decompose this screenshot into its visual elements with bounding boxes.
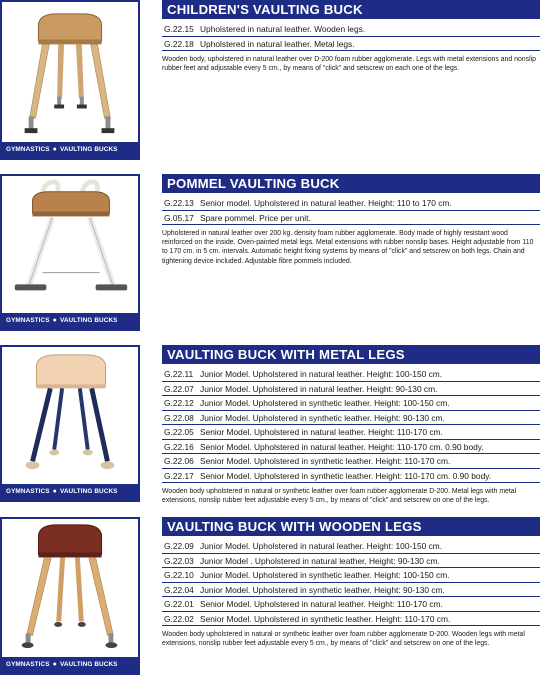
product-item-list [162,367,540,483]
item-code: G.22.13 [164,198,194,208]
product-description: Wooden body, upholstered in natural leather over D-200 foam rubber agglomerate. Legs with metal extensions and nonslip rubber feet and adjustable every 5 cm., by means of "click" and setscrew on each one of the legs. [162,56,536,73]
product-content [162,0,540,73]
product-photo-panel [0,345,140,502]
item-code: G.22.02 [164,613,194,624]
item-code: G.22.10 [164,570,194,580]
product-item-row [162,454,540,469]
product-content [162,174,540,266]
childrens-vaulting-buck-photo [2,2,138,142]
product-item-row [162,568,540,583]
item-description: Senior Model. Upholstered in synthetic leather. Height: 110-170 cm. 0.90 body. [200,470,492,481]
product-item-row [162,539,540,554]
product-title: CHILDREN'S VAULTING BUCK [162,0,540,19]
item-code: G.22.07 [164,383,194,394]
product-item-row [162,37,540,52]
caption-category: GYMNASTICS [6,488,50,495]
product-description: Wooden body upholstered in natural or synthetic leather over foam rubber agglomerate D-200. Wooden legs with metal extensions, nonslip rubber feet adjustable every 5 cm., by means of "click" and setscrew on one of the legs. [162,631,525,648]
product-item-row [162,396,540,411]
product-item-row [162,22,540,37]
photo-caption [2,142,138,158]
item-description: Junior Model. Upholstered in natural leather. Height: 100-150 cm. [200,369,443,379]
product-section-childrens-buck [0,0,540,160]
product-item-row [162,440,540,455]
product-item-row [162,597,540,612]
item-code: G.22.08 [164,412,194,423]
item-description: Senior model. Upholstered in natural leather. Height: 110 to 170 cm. [200,198,452,208]
caption-subcategory: VAULTING BUCKS [59,317,118,324]
item-description: Junior Model . Upholstered in natural leather. Height: 90-130 cm. [200,555,440,566]
item-description: Senior Model. Upholstered in natural leather. Height: 110-170 cm. 0.90 body. [200,441,484,452]
product-photo-panel [0,174,140,331]
product-content [162,345,540,505]
item-code: G.22.04 [164,584,194,595]
item-code: G.05.17 [164,212,194,223]
caption-category: GYMNASTICS [6,146,50,153]
product-item-row [162,554,540,569]
item-description: Senior Model. Upholstered in synthetic leather. Height: 110-170 cm. [200,456,451,466]
product-item-list [162,22,540,51]
item-code: G.22.11 [164,369,194,379]
item-code: G.22.09 [164,541,194,551]
caption-category: GYMNASTICS [6,661,50,668]
photo-caption [2,657,138,673]
product-description: Wooden body upholstered in natural or synthetic leather over foam rubber agglomerate D-200. Metal legs with metal extensions, nonslip rubber feet adjustable every 5 cm., by means of "click" and setscrew on one of the legs. [162,488,517,505]
product-item-row [162,196,540,211]
caption-subcategory: VAULTING BUCKS [59,146,118,153]
product-item-row [162,583,540,598]
bullet-icon: ● [52,146,57,153]
item-code: G.22.16 [164,441,194,452]
product-section-pommel-buck [0,174,540,331]
caption-category: GYMNASTICS [6,317,50,324]
item-description: Junior Model. Upholstered in synthetic leather. Height: 90-130 cm. [200,584,445,595]
item-description: Spare pommel. Price per unit. [200,212,311,223]
product-title: VAULTING BUCK WITH WOODEN LEGS [162,517,540,536]
item-description: Senior Model. Upholstered in natural leather. Height: 110-170 cm. [200,427,443,437]
item-code: G.22.18 [164,38,194,49]
item-code: G.22.05 [164,427,194,437]
wooden-legs-vaulting-buck-photo [2,519,138,657]
product-item-row [162,211,540,226]
product-item-row [162,411,540,426]
bullet-icon: ● [52,488,57,495]
product-description: Upholstered in natural leather over 200 kg. density foam rubber agglomerate. Body made of highly resistant wood reinforced on the inside. Oven-painted metal legs. Metal extensions with rubber nonslip bases. Height adjustable from 110 to 170 cm. in 5 cm. intervals. Automatic height fixing systems by means of "click" and setscrew on both legs. Chain and tightening device included. Adjustable fibre pommels included. [162,230,534,265]
product-item-row [162,425,540,440]
product-item-row [162,612,540,627]
product-content [162,517,540,648]
item-code: G.22.12 [164,398,194,408]
item-description: Junior Model. Upholstered in natural leather. Height: 90-130 cm. [200,383,438,394]
item-code: G.22.03 [164,555,194,566]
product-item-list [162,196,540,225]
product-item-row [162,469,540,484]
item-description: Upholstered in natural leather. Metal legs. [200,38,355,49]
product-title: POMMEL VAULTING BUCK [162,174,540,193]
metal-legs-vaulting-buck-photo [2,347,138,484]
product-item-row [162,382,540,397]
item-code: G.22.06 [164,456,194,466]
caption-subcategory: VAULTING BUCKS [59,488,118,495]
product-section-metal-legs-buck [0,345,540,505]
item-description: Senior Model. Upholstered in synthetic leather. Height: 110-170 cm. [200,613,451,624]
item-code: G.22.01 [164,599,194,609]
photo-caption [2,484,138,500]
product-title: VAULTING BUCK WITH METAL LEGS [162,345,540,364]
product-item-list [162,539,540,626]
item-description: Senior Model. Upholstered in natural leather. Height: 110-170 cm. [200,599,443,609]
product-photo-panel [0,517,140,675]
item-description: Upholstered in natural leather. Wooden legs. [200,24,366,34]
bullet-icon: ● [52,661,57,668]
item-description: Junior Model. Upholstered in synthetic leather. Height: 100-150 cm. [200,398,450,408]
item-description: Junior Model. Upholstered in natural leather. Height: 100-150 cm. [200,541,443,551]
bullet-icon: ● [52,317,57,324]
item-description: Junior Model. Upholstered in synthetic leather. Height: 100-150 cm. [200,570,450,580]
product-item-row [162,367,540,382]
caption-subcategory: VAULTING BUCKS [59,661,118,668]
item-description: Junior Model. Upholstered in synthetic leather. Height: 90-130 cm. [200,412,445,423]
pommel-vaulting-buck-photo [2,176,138,313]
product-section-wooden-legs-buck [0,517,540,675]
photo-caption [2,313,138,329]
product-photo-panel [0,0,140,160]
item-code: G.22.17 [164,470,194,481]
item-code: G.22.15 [164,24,194,34]
